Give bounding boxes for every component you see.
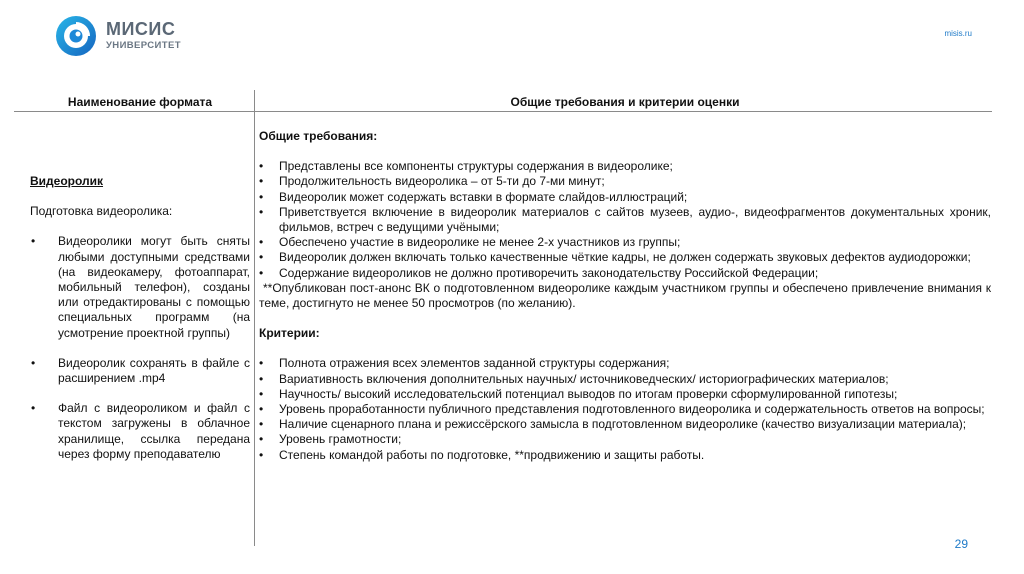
logo-subtitle: УНИВЕРСИТЕТ	[106, 40, 181, 51]
misis-logo-icon	[54, 14, 98, 58]
list-item: • Содержание видеороликов не должно противоречить законодательству Российской Федерации;	[259, 266, 991, 281]
list-item: • Представлены все компоненты структуры содержания в видеоролике;	[259, 159, 991, 174]
requirements-title: Общие требования:	[259, 129, 378, 143]
list-item: • Уровень проработанности публичного представления подготовленного видеоролика и содержательность ответов на вопросы;	[259, 402, 991, 417]
format-list	[30, 234, 250, 462]
list-item: • Файл с видеороликом и файл с текстом загружены в облачное хранилище, ссылка передана через форму преподавателю	[30, 401, 250, 462]
list-item: • Обеспечено участие в видеоролике не менее 2-х участников из группы;	[259, 235, 991, 250]
list-item: • Научность/ высокий исследовательский потенциал выводов по итогам проверки сформулированной гипотезы;	[259, 387, 991, 402]
format-column	[30, 174, 250, 477]
promotion-note: **Опубликован пост-анонс ВК о подготовленном видеоролике каждым участником группы и обеспечено привлечение внимания к теме, достигнуто не менее 50 просмотров (по желанию).	[259, 280, 991, 311]
list-item: • Вариативность включения дополнительных научных/ источниковедческих/ историографических материалов;	[259, 372, 991, 387]
list-item: • Приветствуется включение в видеоролик материалов с сайтов музеев, аудио-, видеофрагментов документальных хроник, фильмов, встреч с ведущими учёными;	[259, 205, 991, 235]
format-title: Видеоролик	[30, 174, 104, 188]
logo-name: МИСИС	[106, 19, 176, 39]
list-item: • Продолжительность видеоролика – от 5-ти до 7-ми минут;	[259, 174, 991, 189]
list-item: • Наличие сценарного плана и режиссёрского замысла в подготовленном видеоролике (качество визуализации материала);	[259, 417, 991, 432]
list-item: • Степень командой работы по подготовке, **продвижению и защиты работы.	[259, 448, 991, 463]
list-item: • Видеоролик может содержать вставки в формате слайдов-иллюстраций;	[259, 190, 991, 205]
column-header-requirements: Общие требования и критерии оценки	[510, 95, 740, 109]
requirements-list	[259, 159, 991, 281]
criteria-list	[259, 356, 991, 462]
university-logo[interactable]	[54, 12, 181, 60]
site-link[interactable]: misis.ru	[944, 29, 972, 38]
list-item: • Видеоролики могут быть сняты любыми доступными средствами (на видеокамеру, фотоаппарат, мобильный телефон), созданы или отредактированы с помощью специальных программ (на усмотрение проектной группы)	[30, 234, 250, 340]
criteria-title: Критерии:	[259, 326, 320, 341]
list-item: • Уровень грамотности;	[259, 432, 991, 447]
requirements-column	[259, 129, 991, 463]
column-header-format: Наименование формата	[67, 95, 213, 109]
page-number: 29	[954, 537, 968, 551]
list-item: • Видеоролик должен включать только качественные чёткие кадры, не должен содержать звуковых дефектов аудиодорожки;	[259, 250, 991, 265]
header-divider	[14, 111, 992, 112]
list-item: • Видеоролик сохранять в файле с расширением .mp4	[30, 356, 250, 386]
column-divider	[254, 90, 255, 546]
list-item: • Полнота отражения всех элементов заданной структуры содержания;	[259, 356, 991, 371]
format-subtitle: Подготовка видеоролика:	[30, 204, 173, 219]
